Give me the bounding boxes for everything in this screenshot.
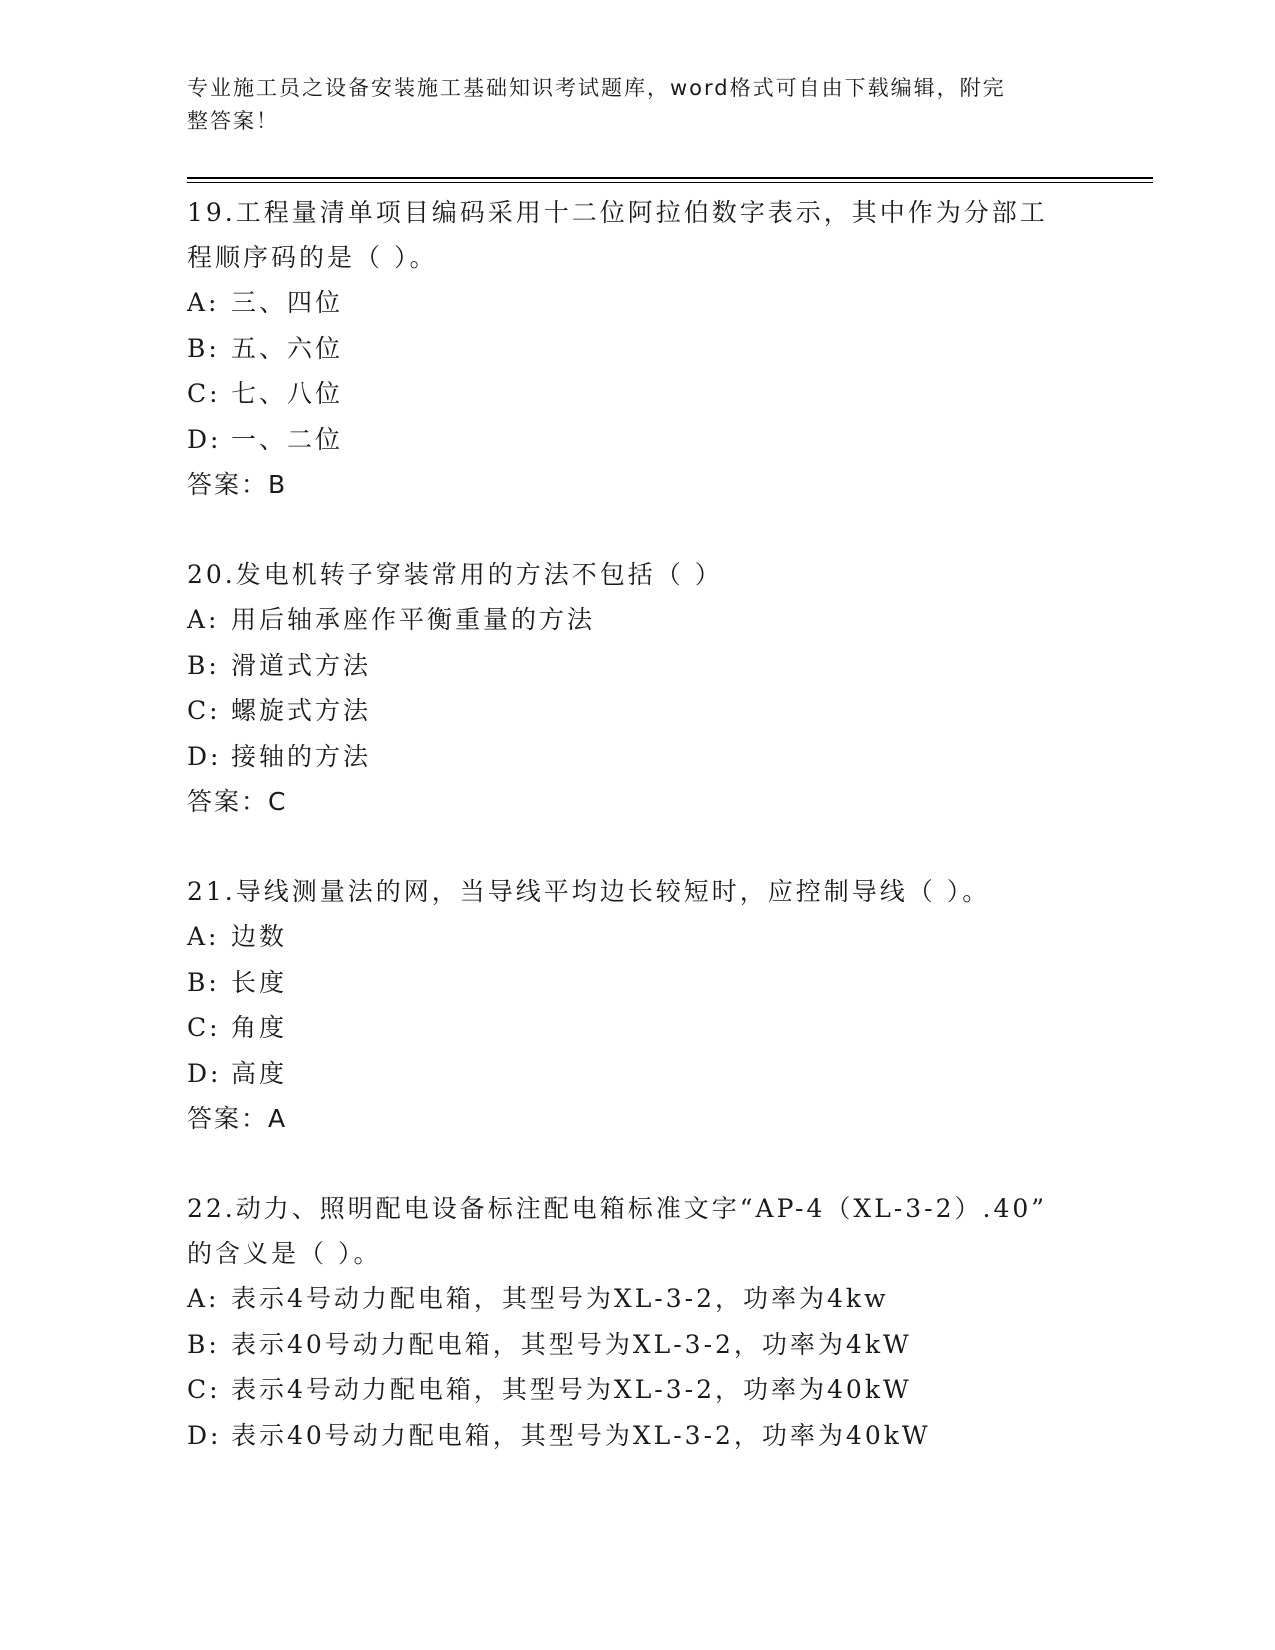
option-d: [187, 1051, 1087, 1097]
option-letter: A:: [187, 922, 220, 951]
option-d: [187, 734, 1087, 780]
option-c: [187, 1367, 1087, 1413]
option-text: 角度: [231, 1013, 288, 1042]
option-letter: C:: [187, 696, 221, 725]
option-letter: D:: [187, 1058, 222, 1088]
option-d: [187, 417, 1087, 463]
option-letter: C:: [187, 1375, 221, 1404]
option-text: 螺旋式方法: [231, 696, 372, 725]
header-divider-thick: [187, 177, 1153, 179]
option-letter: C:: [187, 1013, 221, 1042]
question-stem: 19.工程量清单项目编码采用十二位阿拉伯数字表示，其中作为分部工 程顺序码的是（ ）。: [187, 198, 1048, 272]
option-text: 滑道式方法: [231, 650, 372, 680]
option-a: [187, 914, 1087, 960]
header-divider-thin: [187, 182, 1153, 183]
option-letter: D:: [187, 741, 222, 771]
question-stem: 20.发电机转子穿装常用的方法不包括（ ）: [187, 560, 723, 589]
option-a: [187, 280, 1087, 326]
option-b: [187, 326, 1087, 372]
option-text: 接轴的方法: [231, 741, 372, 771]
option-text: 表示4号动力配电箱，其型号为XL-3-2，功率为40kW: [231, 1375, 912, 1404]
option-text: 边数: [231, 922, 288, 951]
option-letter: D:: [187, 424, 222, 454]
option-text: 三、四位: [231, 288, 344, 317]
answer-line: 答案：A: [187, 1104, 288, 1133]
option-c: [187, 688, 1087, 734]
option-text: 表示40号动力配电箱，其型号为XL-3-2，功率为4kW: [231, 1329, 912, 1359]
option-text: 一、二位: [231, 424, 344, 454]
option-b: [187, 960, 1087, 1006]
option-letter: B:: [187, 967, 220, 997]
question-stem: 22.动力、照明配电设备标注配电箱标准文字“AP-4（XL-3-2）.40” 的含义是（ ）。: [187, 1194, 1048, 1268]
option-letter: C:: [187, 379, 221, 408]
option-letter: A:: [187, 605, 220, 634]
option-b: [187, 1322, 1087, 1368]
question-stem: 21.导线测量法的网，当导线平均边长较短时，应控制导线（ ）。: [187, 877, 991, 906]
option-letter: B:: [187, 1329, 220, 1359]
option-b: [187, 643, 1087, 689]
option-text: 高度: [231, 1058, 288, 1088]
option-letter: B:: [187, 650, 220, 680]
option-a: [187, 597, 1087, 643]
document-header: 专业施工员之设备安装施工基础知识考试题库，word格式可自由下载编辑，附完 整答案！: [187, 76, 1006, 133]
option-letter: A:: [187, 1284, 220, 1313]
option-text: 五、六位: [231, 333, 344, 363]
option-d: [187, 1413, 1087, 1459]
answer-line: 答案：C: [187, 787, 288, 816]
option-a: [187, 1276, 1087, 1322]
option-letter: B:: [187, 333, 220, 363]
option-c: [187, 371, 1087, 417]
option-text: 表示40号动力配电箱，其型号为XL-3-2，功率为40kW: [231, 1420, 931, 1450]
question-20: [187, 552, 1087, 824]
answer-line: 答案：B: [187, 470, 288, 499]
question-list: [187, 190, 1087, 1503]
option-text: 表示4号动力配电箱，其型号为XL-3-2，功率为4kw: [231, 1284, 889, 1313]
question-21: [187, 869, 1087, 1141]
option-c: [187, 1005, 1087, 1051]
option-text: 长度: [231, 967, 288, 997]
option-text: 用后轴承座作平衡重量的方法: [231, 605, 596, 634]
option-letter: D:: [187, 1420, 222, 1450]
option-text: 七、八位: [231, 379, 344, 408]
question-19: [187, 190, 1087, 507]
option-letter: A:: [187, 288, 220, 317]
question-22: [187, 1186, 1087, 1458]
